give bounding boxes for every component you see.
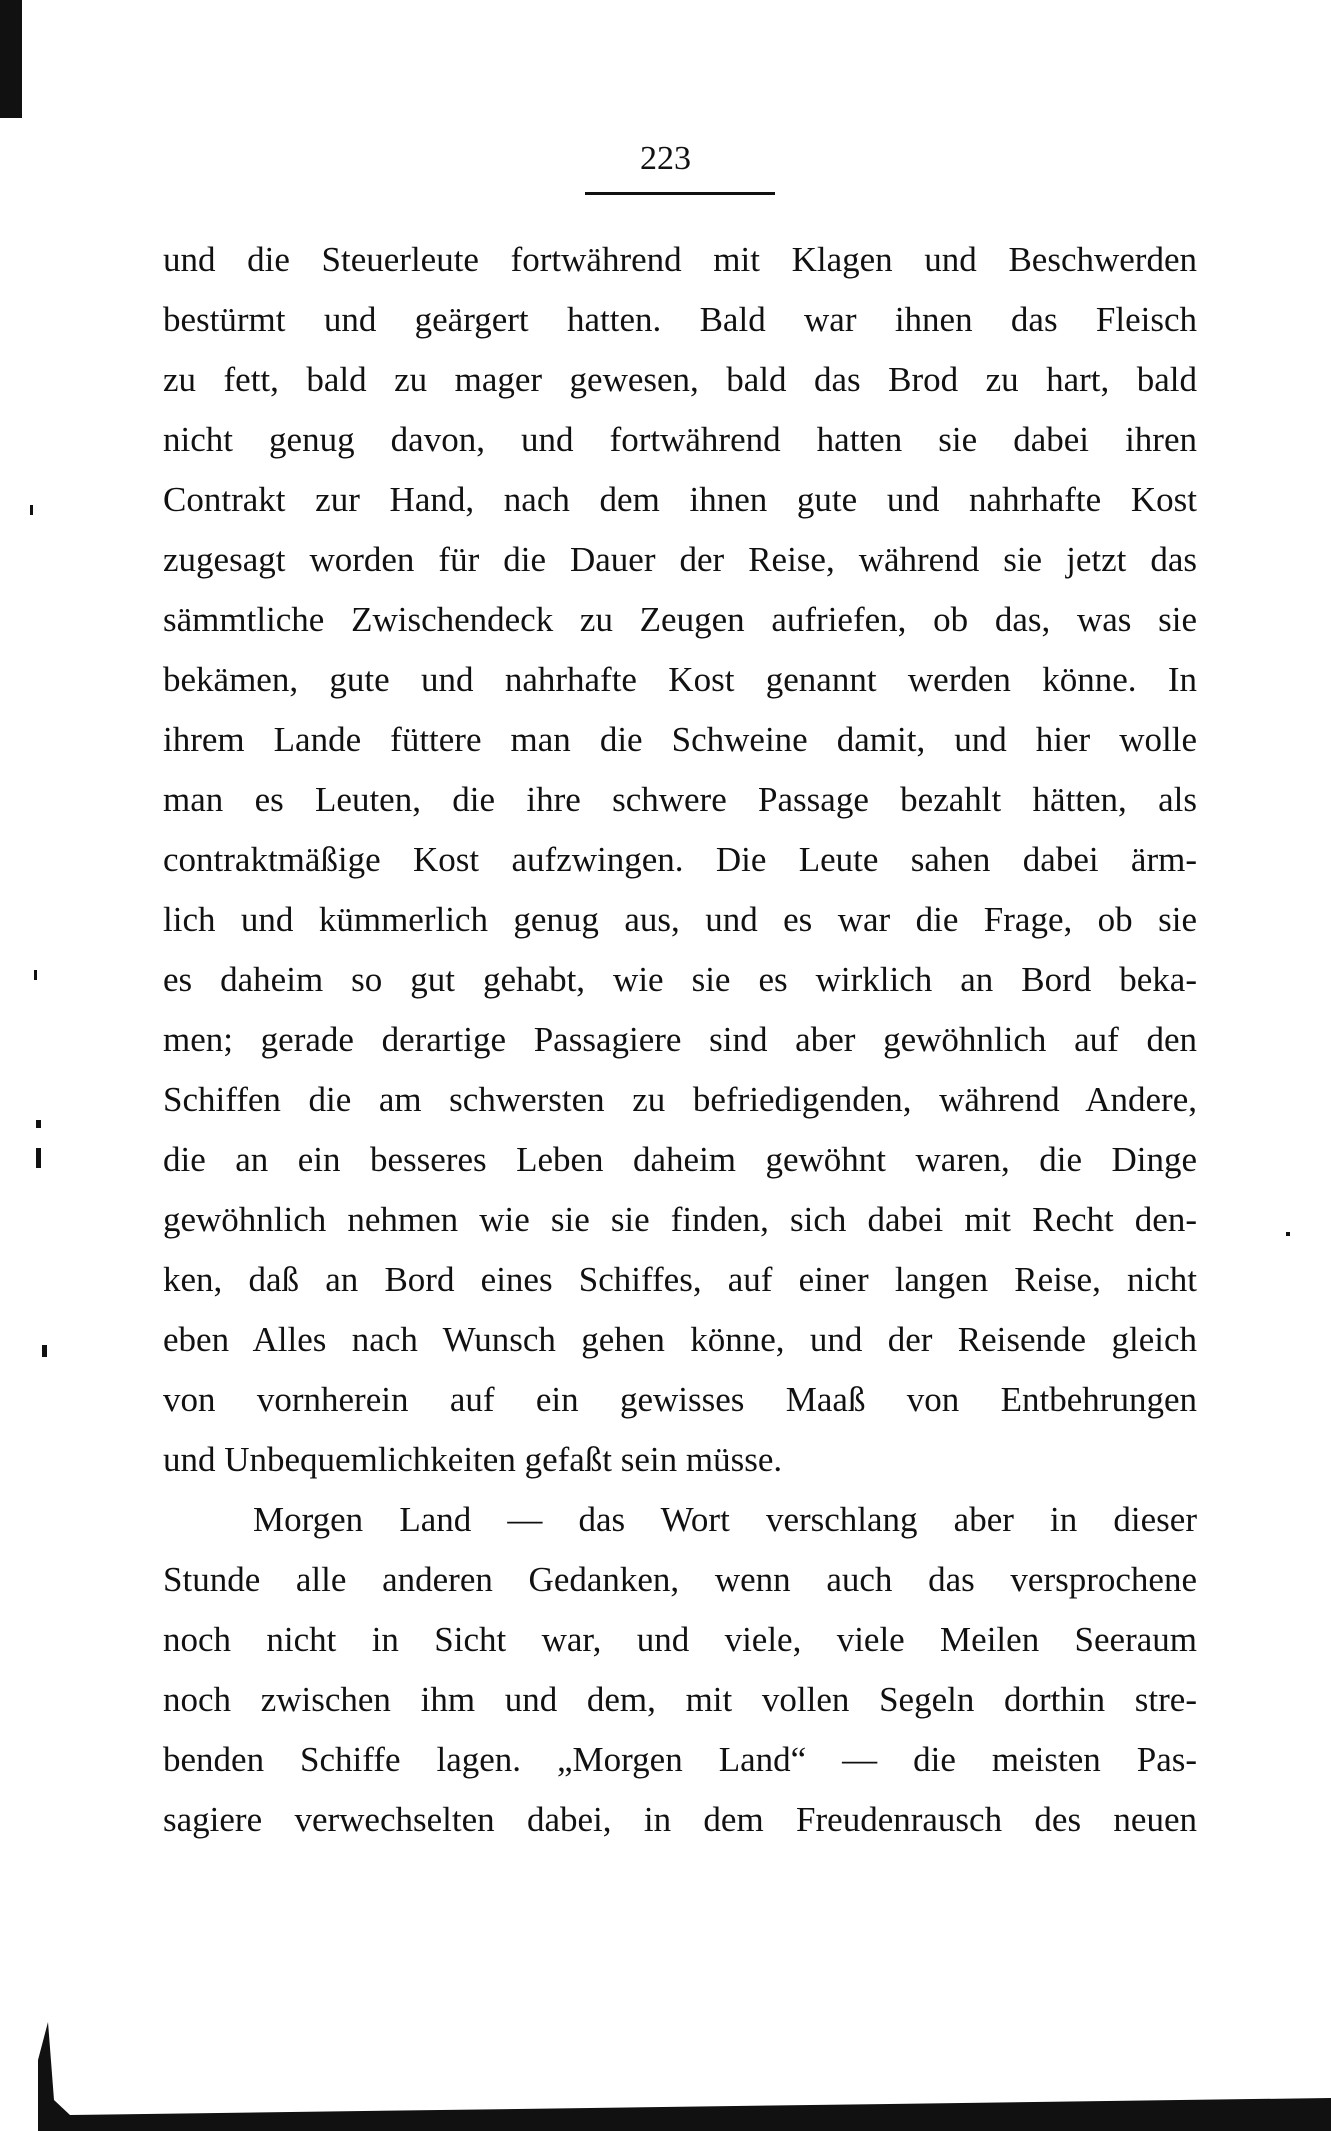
text-line: eben Alles nach Wunsch gehen könne, und der Reisende gleich: [163, 1320, 1197, 1359]
text-line: contraktmäßige Kost aufzwingen. Die Leute sahen dabei ärm-: [163, 840, 1197, 879]
text-line: und die Steuerleute fortwährend mit Klagen und Beschwerden: [163, 240, 1197, 279]
scan-edge-shadow-bottom: [0, 2000, 1331, 2131]
body-text: [163, 230, 1197, 1850]
margin-speck: [34, 970, 37, 980]
page-number: 223: [640, 140, 691, 177]
text-line: ihrem Lande füttere man die Schweine damit, und hier wolle: [163, 720, 1197, 759]
text-line: benden Schiffe lagen. „Morgen Land“ — die meisten Pas-: [163, 1740, 1197, 1779]
margin-speck: [36, 1148, 41, 1168]
text-line: noch zwischen ihm und dem, mit vollen Segeln dorthin stre-: [163, 1680, 1197, 1719]
text-line: sagiere verwechselten dabei, in dem Freudenrausch des neuen: [163, 1800, 1197, 1839]
text-line: nicht genug davon, und fortwährend hatten sie dabei ihren: [163, 420, 1197, 459]
text-line: noch nicht in Sicht war, und viele, viele Meilen Seeraum: [163, 1620, 1197, 1659]
text-line: Schiffen die am schwersten zu befriedigenden, während Andere,: [163, 1080, 1197, 1119]
text-line: und Unbequemlichkeiten gefaßt sein müsse.: [163, 1440, 783, 1479]
text-line: Contrakt zur Hand, nach dem ihnen gute und nahrhafte Kost: [163, 480, 1197, 519]
paragraph-2: [163, 1490, 1197, 1850]
margin-speck: [1286, 1232, 1290, 1236]
scan-edge-mark-top: [0, 0, 22, 118]
text-line: gewöhnlich nehmen wie sie sie finden, sich dabei mit Recht den-: [163, 1200, 1197, 1239]
margin-speck: [30, 505, 33, 515]
paragraph-1: [163, 230, 1197, 1490]
text-line: die an ein besseres Leben daheim gewöhnt waren, die Dinge: [163, 1140, 1197, 1179]
text-line: bestürmt und geärgert hatten. Bald war ihnen das Fleisch: [163, 300, 1197, 339]
margin-speck: [42, 1345, 47, 1357]
text-line: ken, daß an Bord eines Schiffes, auf einer langen Reise, nicht: [163, 1260, 1197, 1299]
text-line: Stunde alle anderen Gedanken, wenn auch das versprochene: [163, 1560, 1197, 1599]
text-line: lich und kümmerlich genug aus, und es war die Frage, ob sie: [163, 900, 1197, 939]
text-line: es daheim so gut gehabt, wie sie es wirklich an Bord beka-: [163, 960, 1197, 999]
text-line: bekämen, gute und nahrhafte Kost genannt werden könne. In: [163, 660, 1197, 699]
margin-speck: [36, 1120, 41, 1128]
header-rule: [585, 192, 775, 195]
text-line: sämmtliche Zwischendeck zu Zeugen aufriefen, ob das, was sie: [163, 600, 1197, 639]
text-line: zu fett, bald zu mager gewesen, bald das Brod zu hart, bald: [163, 360, 1197, 399]
text-line: men; gerade derartige Passagiere sind aber gewöhnlich auf den: [163, 1020, 1197, 1059]
text-line: man es Leuten, die ihre schwere Passage bezahlt hätten, als: [163, 780, 1197, 819]
text-line: Morgen Land — das Wort verschlang aber in dieser: [253, 1500, 1197, 1539]
text-line: von vornherein auf ein gewisses Maaß von Entbehrungen: [163, 1380, 1197, 1419]
text-line: zugesagt worden für die Dauer der Reise, während sie jetzt das: [163, 540, 1197, 579]
